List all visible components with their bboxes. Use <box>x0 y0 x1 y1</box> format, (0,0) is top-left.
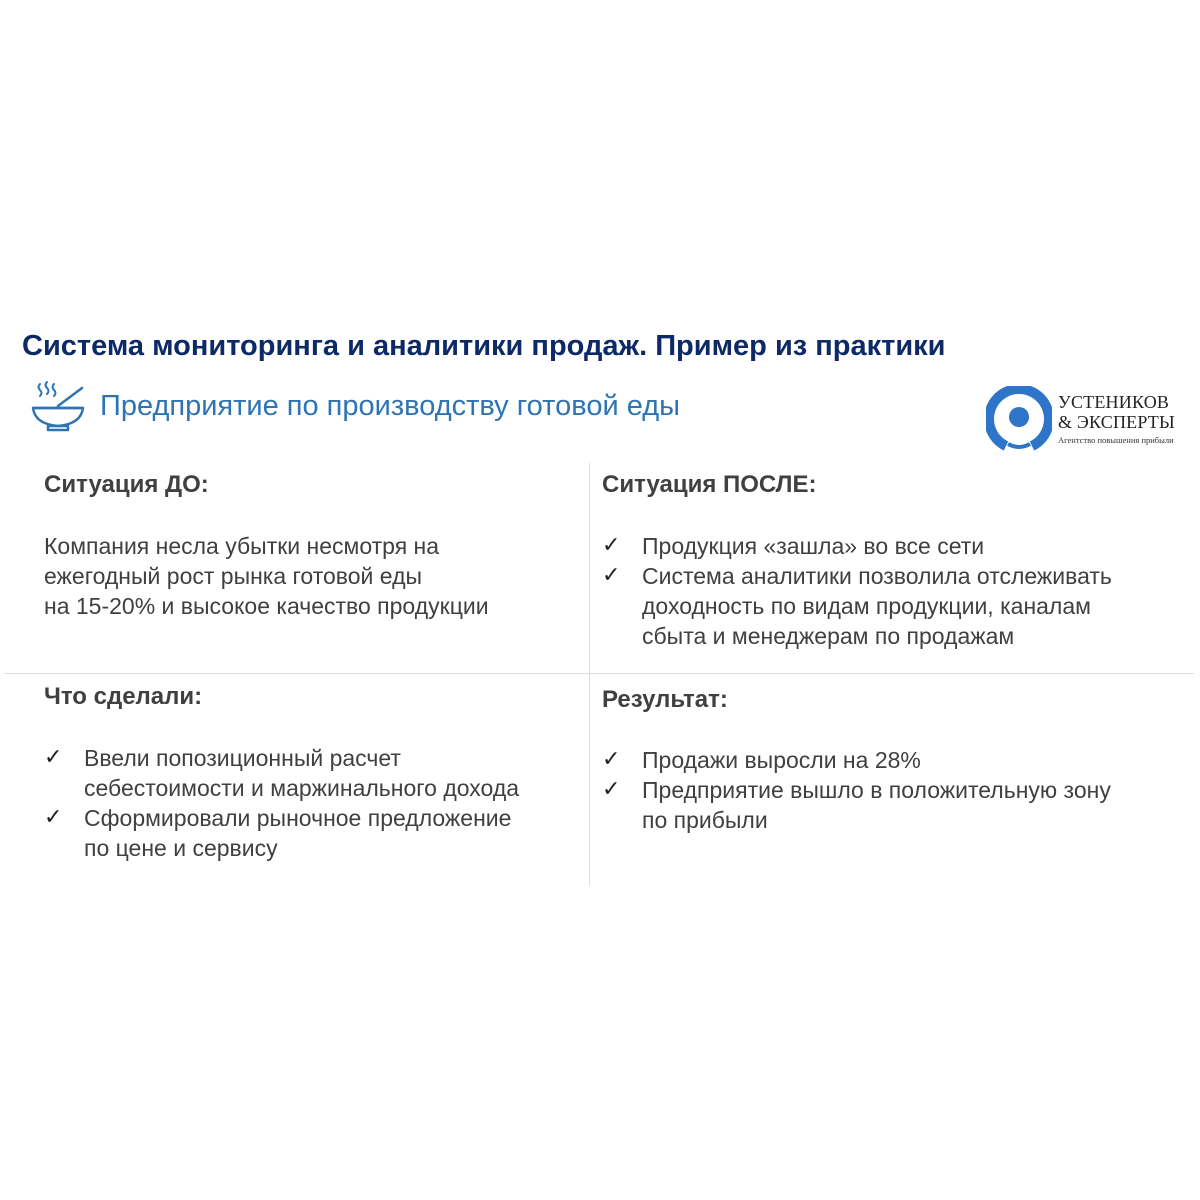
list-item <box>44 803 519 863</box>
company-logo <box>986 386 1175 452</box>
logo-line-1: УСТЕНИКОВ <box>1058 392 1170 413</box>
list-item <box>602 561 1112 651</box>
list-item-text: сбыта и менеджерам по продажам <box>642 623 1015 649</box>
list-item-text: доходность по видам продукции, каналам <box>642 593 1091 619</box>
result-title: Результат: <box>602 686 728 713</box>
list-item <box>602 775 1111 835</box>
list-item <box>602 531 1112 561</box>
list-item-text: Ввели попозиционный расчет <box>84 745 401 771</box>
list-item <box>602 745 1111 775</box>
after-list <box>602 531 1112 651</box>
checkmark-icon: ✓ <box>602 747 621 772</box>
page-subtitle: Предприятие по производству готовой еды <box>100 389 680 422</box>
after-title: Ситуация ПОСЛЕ: <box>602 471 817 498</box>
checkmark-icon: ✓ <box>602 533 621 558</box>
list-item-text: по цене и сервису <box>84 835 278 861</box>
before-text-line: на 15-20% и высокое качество продукции <box>44 593 489 619</box>
list-item-text: Продукция «зашла» во все сети <box>642 533 985 559</box>
checkmark-icon: ✓ <box>44 805 63 830</box>
list-item-text: себестоимости и маржинального дохода <box>84 775 520 801</box>
page-title: Система мониторинга и аналитики продаж. Пример из практики <box>22 330 946 362</box>
subtitle-row <box>30 378 680 434</box>
vertical-divider <box>589 463 590 885</box>
list-item-text: Продажи выросли на 28% <box>642 747 921 773</box>
checkmark-icon: ✓ <box>44 745 63 770</box>
before-text-line: ежегодный рост рынка готовой еды <box>44 563 423 589</box>
logo-text <box>1058 393 1175 445</box>
list-item-text: Сформировали рыночное предложение <box>84 805 512 831</box>
horizontal-divider <box>4 673 1194 674</box>
checkmark-icon: ✓ <box>602 563 621 588</box>
before-title: Ситуация ДО: <box>44 471 209 498</box>
list-item-text: по прибыли <box>642 807 768 833</box>
actions-title: Что сделали: <box>44 683 203 710</box>
checkmark-icon: ✓ <box>602 777 621 802</box>
list-item-text: Предприятие вышло в положительную зону <box>642 777 1111 803</box>
logo-ring-icon <box>986 386 1052 452</box>
logo-line-2: & ЭКСПЕРТЫ <box>1058 412 1175 433</box>
actions-list <box>44 743 519 863</box>
before-text <box>44 531 489 621</box>
soup-bowl-icon <box>30 378 86 434</box>
before-text-line: Компания несла убытки несмотря на <box>44 533 440 559</box>
logo-tagline: Агентство повышения прибыли <box>1058 435 1174 446</box>
list-item <box>44 743 519 803</box>
list-item-text: Система аналитики позволила отслеживать <box>642 563 1112 589</box>
result-list <box>602 745 1111 835</box>
